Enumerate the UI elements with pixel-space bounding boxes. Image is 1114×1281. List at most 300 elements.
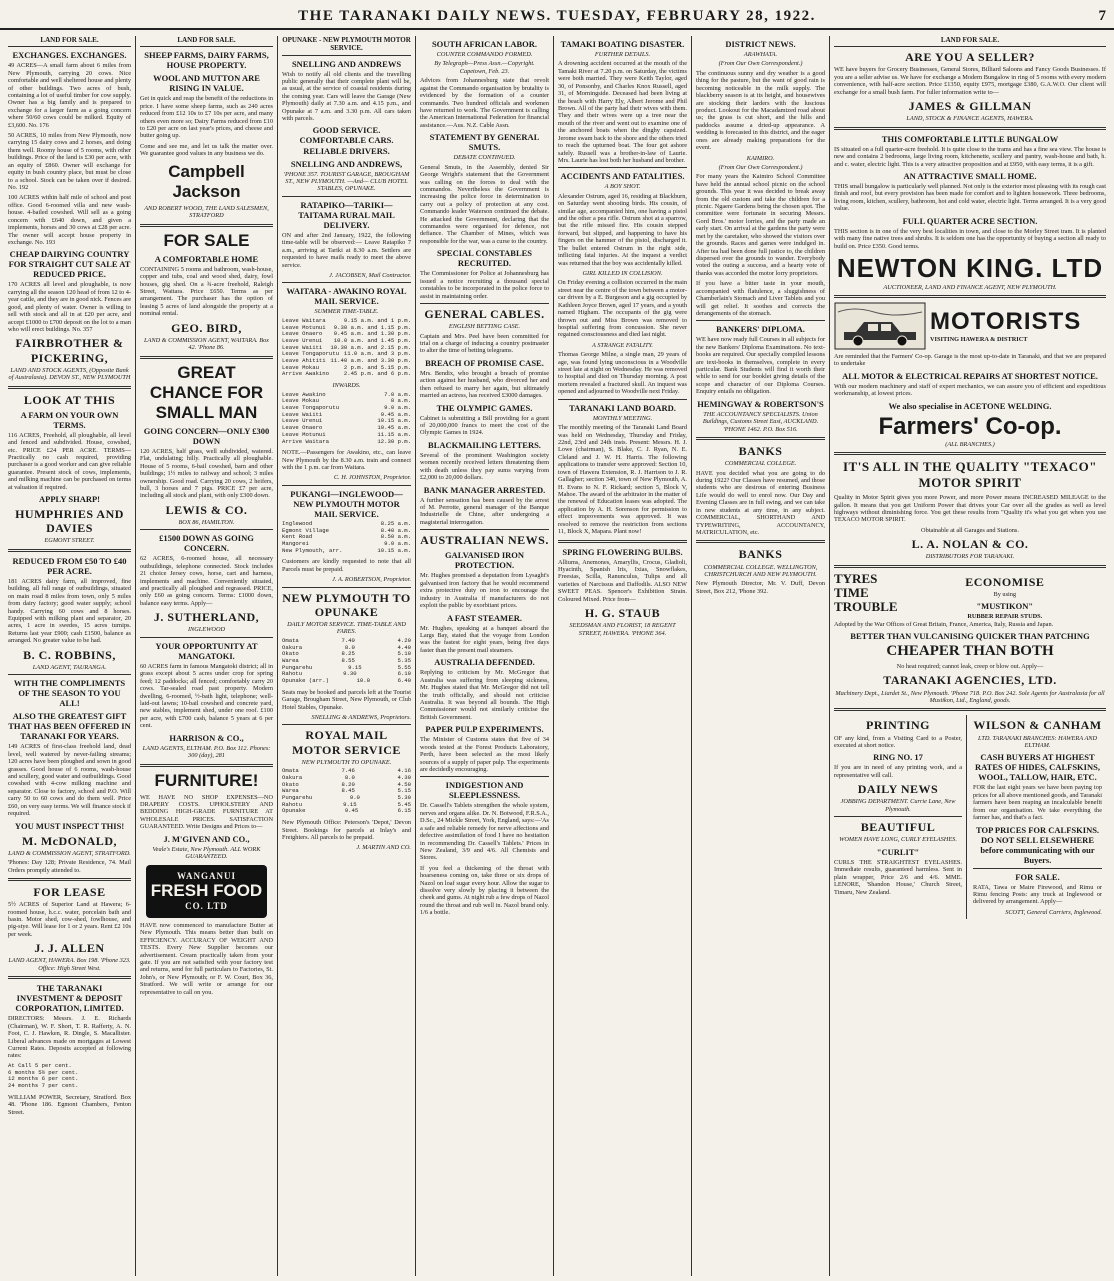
divider (834, 708, 1106, 711)
newspaper-columns (4, 36, 1110, 1276)
listing: WE HAVE NO SHOP EXPENSES—NO DRAPERY COSTS. UPHOLSTERY AND BEDDING HIGH-GRADE FURNITURE AT WHOLESALE PRICES. SATISFACTION GUARANTEED. Write Designs and Prices to— (140, 793, 273, 831)
timetable-pukangi (282, 521, 411, 555)
timetable-stop: Opunake (282, 807, 306, 815)
bottom-ads (834, 715, 1106, 919)
advertiser-name: BANKS (738, 547, 783, 562)
column-4 (416, 36, 554, 1276)
article-subheading: BREACH OF PROMISE CASE. (425, 357, 544, 368)
listing: Seats may be booked and parcels left at the Tourist Garage, Brougham Street, New Plymouth, or Club Hotel Stables, Opunake. (282, 688, 411, 711)
section-subheading: INWARDS. (332, 382, 361, 390)
beautiful-heading: BEAUTIFUL (860, 820, 936, 835)
divider (8, 674, 131, 675)
timetable-time: 4.50 (397, 780, 411, 788)
listing: OF any kind, from a Visiting Card to a Poster, executed at short notice. (834, 734, 962, 749)
listing: 149 ACRES of first-class freehold land, dead level, well watered by never-failing streams; 120 acres have been ploughed and sown in good grasses. Good house of 6 rooms, wash-house and scullery, good water and outbuildings. Good cowshed with 4-cow milking machine and separator. Close to factory, school and P.O. Will carry 50 to 60 cows and do them well. Price £60, on very easy terms. We will finance stock if required. (8, 743, 132, 818)
timetable-time: 5.30 (397, 794, 411, 802)
section-heading: FOR LEASE (33, 885, 106, 900)
timetable-time: 8.50 a.m. (380, 533, 411, 541)
masthead (0, 0, 1114, 30)
section-heading: SPRING FLOWERING BULBS. (562, 546, 683, 557)
listing: Quality in Motor Spirit gives you more Power, and more Power means INCREASED MILEAGE to the gallon. It means that you get Uniform Power that drives your Car over all the grades as well as level highways without diminishing force. You get these results from "Quality it's what you get when you use TEXACO MOTOR SPIRIT. (834, 494, 1106, 524)
section-heading: WAITARA - AWAKINO ROYAL MAIL SERVICE. (286, 286, 407, 307)
article-body: The continuous sunny and dry weather is a good thing for the pasture, but the want of good rain is becoming noticeable in the milk supply. The blackberry season is at its height, and housewives are stocking their larders with the luscious product. Lookout for the Macadamized road about us; the grass is cut short, and the hills and paddocks assume a dried-up appearance. A wedding is forecasted in this district, and the eager ones are already making preparations for the event. (696, 69, 825, 152)
listing: WE have now ready full Courses in all subjects for the new Bankers' Diploma Examinations. No text-books are required. Our specially compiled lessons are text-books in themselves, complete in every particular. Bank Students will find it worth their while to send for our booklet giving details of the scope and character of our Diploma Courses. Enquiry entails no obligation. (696, 336, 825, 396)
timetable-time: 9.15 (348, 663, 362, 671)
advertiser-address: AND ROBERT WOOD, THE LAND SALESMEN, STRATFORD (144, 204, 269, 220)
timetable-stop: Rahotu (282, 670, 303, 678)
tyres-time-trouble (834, 572, 898, 615)
tyres-word: TYRES (834, 570, 878, 586)
advertiser-name: M. McDONALD, (22, 833, 117, 848)
divider (8, 878, 131, 881)
timetable-time: 9.15 a.m. and 1 p.m. (343, 316, 411, 324)
column-7 (830, 36, 1110, 1276)
advertiser-address: LTD. TARANAKI BRANCHES: HAWERA AND ELTHAM. (977, 734, 1098, 749)
advertiser-address: 'PHONE 357. TOURIST GARAGE, BROUGHAM ST., NEW PLYMOUTH. —And— CLUB HOTEL STABLES, OPUNAKE. (283, 170, 410, 193)
column-heading: LAND FOR SALE. (834, 36, 1106, 47)
section-heading: THE TARANAKI INVESTMENT & DEPOSIT CORPORATION, LIMITED. (15, 983, 124, 1014)
listing: RATA, Tawa or Maire Firewood, and Rimu or Rimu fencing Posts: any truck at Inglewood or delivered by arrangement. Apply— (973, 883, 1102, 906)
section-subheading: RING NO. 17 (873, 752, 923, 763)
timetable-time: 9.15 (343, 800, 357, 808)
timetable-time: 9.0 (349, 794, 360, 802)
section-subheading: WOOL AND MUTTON ARE RISING IN VALUE. (153, 73, 260, 94)
section-subheading: CASH BUYERS AT HIGHEST RATES OF HIDES, CALFSKINS, WOOL, TALLOW, HAIR, ETC. (975, 752, 1100, 783)
timetable-time: 6.40 (397, 677, 411, 685)
signature: J. JACOBSEN, Mail Contractor. (329, 271, 411, 279)
article-headline: ACCIDENTS AND FATALITIES. (560, 171, 685, 182)
advertiser-address: LAND AGENTS, ELTHAM. P.O. Box 112. Phones: 300 (day), 281 (142, 744, 271, 760)
timetable-time: 4.30 (397, 773, 411, 781)
advertiser-name: HEMINGWAY & ROBERTSON'S (697, 398, 824, 409)
timetable-time: 9.45 a.m. and 1.30 p.m. (333, 330, 411, 338)
byline: (From Our Own Correspondent.) (718, 60, 803, 68)
divider (558, 167, 687, 168)
timetable-stop: Leave Onaero (282, 330, 323, 338)
advertiser-address: COMMERCIAL COLLEGE. WELLINGTON, CHRISTCHURCH AND NEW PLYMOUTH. (703, 563, 818, 578)
section-subheading: SUMMER TIME-TABLE. (314, 308, 379, 316)
divider (420, 303, 549, 304)
mustikon-product: RUBBER REPAIR STUDS. (967, 613, 1043, 621)
listing: 170 ACRES all level and ploughable, is now carrying all the season 120 head of from 12 to 4-year cattle, and they are in good nick. Fences are good, and plenty of water. Owner is willing to sell with stock and all in at £20 per acre, and accept £1000 to £700 deposit on the lot to a man who will erect buildings. No. 357 (8, 281, 131, 333)
section-subheading: BETTER THAN VULCANISING QUICKER THAN PATCHING (850, 631, 1090, 642)
timetable-stop: Inglewood (282, 519, 313, 527)
article-headline: INDIGESTION AND SLEEPLESSNESS. (445, 780, 524, 801)
timetable-time: 8.20 (341, 780, 355, 788)
advertiser-name: SNELLING AND ANDREWS, (290, 158, 403, 169)
divider (140, 764, 273, 767)
section-heading: YOUR OPPORTUNITY AT MANGATOKI. (155, 640, 258, 661)
divider (140, 356, 273, 359)
article-subheading: ARAWHATA. (743, 51, 778, 59)
timetable-stop: Arrive Awakino (282, 370, 329, 378)
column-1 (4, 36, 136, 1276)
listing: 50 ACRES, 10 miles from New Plymouth, now carrying 15 dairy cows and 2 horses, and doing them well. Roomy house of 5 rooms, with other buildings. Price of the land is £30 per acre, with an equity of £860. Owner will exchange for equity in bush country place, but must be close to a school. Stock can be taken over if desired. No. 192 (8, 132, 131, 192)
divider (8, 386, 131, 389)
motorists-ad (834, 302, 1106, 350)
listing: HAVE you decided what you are going to do during 1922? Our Classes have resumed, and those students who are desirous of entering Business Life would do well to enrol now. Our Day and Evening Classes are in full swing, and we can take in new students at any time, in any subject. COMMERCIAL, SHORTHAND AND TYPEWRITING, ACCOUNTANCY, MATRICULATION, etc. (696, 469, 825, 536)
logo-text: FRESH FOOD (150, 881, 263, 901)
listing: 62 ACRES, 6-roomed house, all necessary outbuildings, telephone connected. Stock includes 21 choice Jersey cows, horse, cart and harness, implements and machine. Conveniently situated, and practically all ploughed and regrassed. PRICE, only £60 as going concern. Terms: £1000 down, balance easy terms. Apply— (140, 555, 273, 607)
timetable-outwards (282, 318, 411, 378)
divider (8, 549, 131, 552)
advertiser-address: Machinery Dept., Liardet St., New Plymouth. 'Phone 718. P.O. Box 242. Sole Agents for Australasia for all Mustikon, Ltd., England, goods. (835, 689, 1105, 704)
timetable-time: 7.0 a.m. (384, 390, 411, 398)
timetable-stop: Leave Tongaporutu (282, 350, 340, 358)
advertiser-address: SEEDSMAN AND FLORIST, 18 REGENT STREET, HAWERA. 'PHONE 364. (569, 622, 676, 637)
article-subheading: KAIMIRO. (746, 154, 775, 162)
listing: Adopted by the War Offices of Great Britain, France, America, Italy, Russia and Japan. (834, 620, 1054, 628)
timetable-time: 5.35 (397, 656, 411, 664)
cheaper-heading: CHEAPER THAN BOTH (886, 643, 1054, 660)
article-body: Several of the prominent Washington society women recently received letters threatening them with death unless they pay sums varying from £2,000 to 20,000 dollars. (420, 451, 549, 482)
article-body: The Minister of Customs states that five of 34 woods tested at the Forest Products Laboratory, Perth, have been selected as the most likely sources of a supply of paper pulp. The experiments are decidedly encouraging. (420, 736, 549, 773)
article-subheading: A BOY SHOT. (604, 183, 641, 191)
timetable-time: 7.40 (341, 636, 355, 644)
listing: WE have buyers for Grocery Businesses, General Stores, Billiard Saloons and Fancy Goods Businesses. If you are a seller advise us. We have for exchange a Modern Bungalow in ring of 5 rooms with every modern convenience, with half-acre section. Price £1350, equity £975, mortgage £380, G.A.W.O. Our client will exchange for a small bush farm. For fuller information write to— (834, 66, 1106, 96)
advertiser-address: (ALL BRANCHES.) (945, 441, 995, 449)
section-subheading: DAILY MOTOR SERVICE. TIME-TABLE AND FARES. (287, 621, 406, 636)
article-body: On Friday evening a collision occurred in the main street near the centre of the town between a motor-car driven by a E. Burgeson and a gig occupied by Kathleen Joyce Brown, aged 17 years, and a youth named Higham. The occupants of the gig were thrown out and Miss Brown was removed to hospital suffering from concussion. She never regained consciousness and died last night. (558, 279, 687, 339)
article-subheading: A FAST STEAMER. (446, 612, 523, 623)
timetable-time: 10.45 a.m. (377, 424, 411, 432)
by-using: By using (993, 590, 1017, 598)
timetable-time: 5.45 (397, 800, 411, 808)
newton-king-logo: NEWTON KING. LTD (836, 252, 1104, 283)
divider (558, 399, 687, 400)
newspaper-title: THE TARANAKI DAILY NEWS. TUESDAY, FEBRUARY 28, 1922. (298, 8, 816, 24)
timetable-row (282, 371, 411, 378)
timetable-stop: Oakura (282, 773, 303, 781)
timetable-time: 11.15 a.m. (377, 430, 411, 438)
listing: Come and see me, and let us talk the matter over. We guarantee good values in any business we do. (140, 142, 273, 158)
advertiser-address: DISTRIBUTORS FOR TARANAKI. (925, 553, 1015, 561)
column-heading: LAND FOR SALE. (140, 36, 273, 47)
timetable-time: 4.20 (397, 636, 411, 644)
article-subheading: SPECIAL CONSTABLES RECRUITED. (436, 248, 533, 269)
section-subheading: ALSO THE GREATEST GIFT THAT HAS BEEN OFFERED IN TARANAKI FOR YEARS. (8, 711, 131, 742)
timetable-stop: Okato (282, 650, 299, 658)
listing: Alliums, Anemones, Amaryllis, Crocus, Gladioli, Hyacinth, Spanish Iris, Ixias, Snowflakes, Freesias, Scilla, Ranunculus, Tulips and all varieties of Narcissus and Daffodils. ALSO NEW SWEET PEAS. Spencer's Exhibition Strain. Coloured Mixed. Price from— (558, 558, 687, 603)
timetable-row (282, 678, 411, 685)
fresh-food-logo (146, 865, 267, 918)
section-subheading: GOOD SERVICE. COMFORTABLE CARS. RELIABLE DRIVERS. (299, 125, 394, 156)
article-subheading: A STRANGE FATALITY. (592, 341, 653, 349)
rate-row: 24 months 7 per cent. (8, 1081, 79, 1089)
timetable-stop: Leave Ahititi (282, 357, 326, 365)
divider (696, 437, 825, 440)
timetable-stop: Leave Waiiti (282, 410, 323, 418)
timetable-time: 2.45 p.m. and 6 p.m. (343, 370, 411, 378)
timetable-stop: Leave Onaero (282, 424, 323, 432)
listing: THIS section is in one of the very best localities in town, and close to the Morley Street tram. It is planted with many fine native trees and shrubs. It is seldom one has the opportunity of buying a section all ready to build on. Price £350. Good terms. (834, 227, 1106, 250)
section-subheading: ALL MOTOR & ELECTRICAL REPAIRS AT SHORTEST NOTICE. (842, 370, 1098, 381)
article-body: Mrs. Bendix, who brought a breach of promise action against her husband, who divorced her and then refused to marry her again, but ultimately married an actress, has received £3000 damages. (420, 369, 549, 400)
timetable-row (282, 439, 411, 446)
advertiser-name: TARANAKI AGENCIES, LTD. (883, 673, 1057, 688)
advertiser-address: AUCTIONEER, LAND AND FINANCE AGENT, NEW PLYMOUTH. (883, 283, 1057, 291)
divider (8, 976, 131, 979)
page-number: 7 (1098, 8, 1106, 24)
timetable-stop: Oakura (282, 643, 303, 651)
listing: NOTE.—Passengers for Awakino, etc., can leave New Plymouth by the 8.30 a.m. train and connect with the 1 p.m. car from Waitara. (282, 449, 411, 472)
section-heading: FOR SALE (163, 230, 250, 250)
advertiser-address: Veale's Estate, New Plymouth. ALL WORK GUARANTEED. (152, 845, 261, 861)
article-headline: DISTRICT NEWS. (725, 39, 796, 49)
timetable-time: 11.0 a.m. and 3 p.m. (343, 350, 411, 358)
section-heading: THIS COMFORTABLE LITTLE BUNGALOW (881, 133, 1059, 144)
timetable-stop: Leave Urenui (282, 336, 323, 344)
timetable-stop: Okato (282, 780, 299, 788)
advertiser-name: FAIRBROTHER & PICKERING, (15, 336, 124, 365)
article-subheading: MONTHLY MEETING. (592, 414, 653, 422)
article-body: If you have a bitter taste in your mouth, accompanied with flatulence, a sluggishness of Chamberlain's Stomach and Liver Tablets and you will get relief. It soothes and corrects the derangements of the stomach. (696, 280, 825, 317)
timetable-time: 2 p.m. and 5.15 p.m. (343, 363, 411, 371)
article-body: Mr. Hughes promised a deputation from Lysaght's galvanised iron factory that he would recommend extra protective duty on iron to encourage the industry in Australia if manufacturers do not exploit the public by exorbitant prices. (420, 572, 549, 610)
article-body: If you feel a thickening of the throat with hoarseness coming on, take three or six drops of Nazol on loaf sugar every hour. Allow the sugar to dissolve very slowly by placing it between the cheek and gums. At night rub a few drops of Nazol round the throat and rub well in. Nazol brand only. 1/6 a bottle. (420, 864, 549, 917)
section-subheading: YOU MUST INSPECT THIS! (14, 820, 125, 831)
timetable-stop: Pungarehu (282, 794, 313, 802)
timetable-np-opunake (282, 638, 411, 685)
section-heading: LOOK AT THIS (23, 392, 116, 407)
motorists-heading: MOTORISTS (930, 308, 1082, 336)
timetable-time: 10.0 a.m. and 1.45 p.m. (333, 336, 411, 344)
divider (282, 587, 411, 588)
timetable-time: 12.30 p.m. (377, 437, 411, 445)
article-body: Dr. Cassell's Tablets strengthen the whole system, nerves and organs alike. Dr. N. Botwood, F.R.S.A., D.Sc., 24 Mickle Street, York, England, says:—'As a safe and reliable remedy for nerve affections and defective assimilation of food I have no hesitation in recommending Dr. Cassell's Tablets.' Prices in New Zealand, 3/9 and 4/6. All Chemists and Stores. (420, 802, 549, 862)
listing: Wish to notify all old clients and the travelling public generally that their complete plant will be, as usual, at the service of coastal residents during the coming year. Cars will leave the Garage (New Plymouth) daily at 7.30 a.m. and 4.15 p.m., and Opunake at 7 a.m. and 3.30 p.m. All cars taken with parcels. (282, 70, 411, 123)
divider (282, 724, 411, 725)
mustikon-name: "MUSTIKON" (976, 601, 1034, 612)
advertiser-address: COMMERCIAL COLLEGE. (724, 460, 797, 468)
timetable-time: 6.10 (397, 670, 411, 678)
listing: Are reminded that the Farmers' Co-op. Garage is the most up-to-date in Taranaki, and that we are prepared to undertake (834, 353, 1106, 368)
listing: WILLIAM POWER, Secretary, Stratford. Box 48. 'Phone 186. Egmont Chambers, Fenton Street. (8, 1093, 131, 1116)
advertiser-address: LAND AGENT, TAURANGA. (32, 663, 107, 671)
timetable-time: 5.15 (397, 787, 411, 795)
divider (282, 282, 411, 283)
printing-heading: PRINTING (865, 718, 930, 733)
column-2 (136, 36, 278, 1276)
timetable-time: 9.0 a.m. (384, 540, 411, 548)
timetable-time: 8.45 (341, 787, 355, 795)
advertiser-address: LAND AGENT, HAWERA. Box 198. 'Phone 323. Office: High Street West. (8, 957, 131, 972)
timetable-time: 10.15 a.m. (377, 417, 411, 425)
timetable-stop: Leave Motunui (282, 323, 326, 331)
timetable-time: 10.15 a.m. (377, 546, 411, 554)
section-heading: ROYAL MAIL MOTOR SERVICE (292, 728, 401, 757)
divider (834, 127, 1106, 130)
divider (140, 529, 273, 530)
divider (834, 816, 962, 817)
advertiser-address: BOX 86, HAMILTON. (178, 518, 235, 526)
timetable-time: 8.0 (344, 773, 355, 781)
section-heading: £1500 DOWN AS GOING CONCERN. (159, 533, 254, 554)
advertiser-address: INGLEWOOD (187, 626, 226, 634)
listing: CONTAINING 5 rooms and bathroom, wash-house, copper and tubs, coal and wood shed, dairy, fowl houses, gig shed. On a ¾-acre freehold, Raleigh Street, Waitara. Price £650. Terms as per arrangement. The purchaser has the option of leasing 5 acres of land alongside the property at a nominal rental. (140, 265, 273, 318)
divider (973, 868, 1102, 869)
article-body: For many years the Kaimiro School Committee have held the annual school picnic on the school grounds. This year it was decided to break away from the old custom and take the children for a picnic. Ngaere Gardens being the chosen spot. The committee were fortunate in securing Messrs. Gord Bros.' motor lorries, and the party made an early start. On arrival at the gardens the party were met by the caretaker, who showed the visitors over the grounds. Races and games were indulged in. After tea had been done full justice to, the children dispersed over the grounds to wander. Everybody voted the outing a success, and a hearty vote of thanks was accorded the motor lorry proprietors. (696, 173, 825, 277)
section-heading: CHEAP DAIRYING COUNTRY FOR STRAIGHT CUT SALE AT REDUCED PRICE. (8, 249, 131, 280)
timetable-stop: Leave Motunui (282, 430, 326, 438)
section-heading: RATAPIKO—TARIKI—TAITAMA RURAL MAIL DELIVERY. (298, 199, 395, 230)
timetable-time: 10.0 (356, 677, 370, 685)
timetable-stop: New Plymouth, arr. (282, 546, 343, 554)
article-subheading: THE OLYMPIC GAMES. (436, 402, 533, 413)
section-heading: PUKANGI—INGLEWOOD—NEW PLYMOUTH MOTOR MAIL SERVICE. (290, 488, 403, 519)
section-subheading: NEW PLYMOUTH TO OPUNAKE. (301, 758, 392, 766)
listing: New Plymouth Office: Peterson's 'Depot,' Devon Street. Bookings for parcels at Inlay's and Freighters. All parcels to be prepaid. (282, 819, 411, 841)
timetable-time: 8.55 (341, 656, 355, 664)
timetable-inwards (282, 392, 411, 446)
timetable-time: 11.40 a.m. and 3.30 p.m. (330, 357, 411, 365)
farmers-coop-logo: Farmers' Co-op. (878, 412, 1062, 440)
listing: FOR the last eight years we have been paying top prices for all above mentioned goods, and Taranaki farmers have been reaping an incalculable benefit from our organisation. We take everything the farmer has, and that's a fact. (973, 784, 1102, 822)
article-subheading: DEBATE CONTINUED. (453, 154, 516, 162)
divider (834, 295, 1106, 298)
article-body: Advices from Johannesburg state that revolt against the Commando organisation by brutality is evidenced by the formation of a counter commando. Two hundred officials and workmen have returned to work. The Government is calling the American International Federation for financial assistance.—Aus. N.Z. Cable Assn. (420, 77, 549, 129)
article-body: Cabinet is submitting a Bill providing for a grant of 20,000,000 francs to meet the cost of the Olympic Games in 1924. (420, 414, 549, 437)
timetable-time: 5.10 (397, 650, 411, 658)
article-body: A drowning accident occurred at the mouth of the Tamaki River at 7.20 p.m. on Saturday, the victims were both married. They were Keith Taylor, aged 30, of Ponsonby, and Charles Knox Russell, aged 31, of Morningside. Deceased had been living at the beach with Harry Ely, Albert Jerome and Phil Brown. All of the party had their wives with them. They and their wives were up a tree near the mouth of the river and went out to examine one of the anchored boats when the dinghy capsized. Jerome swam back to the shore and the others tried to reach the upturned boat. The four got ashore safely. Russell was a brother-in-law of Laurie. Mrs. Laurie has lost both her husband and brother. (558, 60, 687, 164)
listing: 49 ACRES—A small farm about 6 miles from New Plymouth, carrying 20 cows. Nice comfortable and well sheltered house and plenty of other buildings. Two acres of bush, containing a lot of useful timber for cow supply. Owner has a big family and is prepared to exchange for a larger farm as a going concern where 50/60 cows could be milked. Equity of £3,600. No. 176 (8, 62, 131, 129)
listing: 116 ACRES, Freehold, all ploughable, all level and fenced and subdivided. House, cowshed, etc. PRICE £24 PER ACRE. TERMS—Practically no cash required, providing purchaser is a good worker and can give reliable guarantee. Present stock of cows, implements, and milking machine can be purchased on terms at valuation if required. (8, 431, 131, 491)
article-body: The monthly meeting of the Taranaki Land Board was held on Wednesday, Thursday and Friday, 22nd, 23rd and 24th insts. Present: Messrs. H. J. Lowe (chairman), S. Blake, C. J. Ryan, N. E. Cleland and J. W. H. Harris. The following applications to transfer were approved: Section 10, town of Hawera Extension, R. J. Harrison to J. R. Gallagher; section 340, town of New Plymouth, A. H. Evans to N. F. Rickard; section 5, Block V, Mahoe. The award of the arbitrator in the matter of the renewal of Education leases was adopted. The application by A. H. Sorenson for permission to effect improvements was approved. It was resolved to remove the restriction from sections 11, Block X, Mapara. Plant now! (558, 424, 687, 536)
section-heading: SNELLING AND ANDREWS (291, 58, 402, 69)
advertiser-name: JAMES & GILLMAN (908, 99, 1032, 114)
listing: 181 ACRES dairy farm, all improved, fine building, all full range of outbuildings, situated on main road 8 miles from town, only 5 miles from dairy factory; good water supply; school handy. Carrying 60 cows and 8 horses. Equipped with milking plant and separator, 20 acres, 1 acre in swedes, 15 acres turnips. Returns last year £900; cash £1500, balance as arranged. No greater value to be had. (8, 577, 131, 645)
timetable-stop: Opunake (arr.) (282, 677, 329, 685)
timetable-time: 9.45 (344, 807, 359, 815)
advertiser-name: LEWIS & CO. (165, 502, 248, 517)
timetable-stop: Arrive Waitara (282, 437, 329, 445)
article-subheading: PAPER PULP EXPERIMENTS. (425, 724, 544, 735)
timetable-stop: Leave Tongaporutu (282, 403, 340, 411)
advertiser-address: JOBBING DEPARTMENT. Currie Lane, New Plymouth. (840, 798, 956, 813)
timetable-stop: Leave Urenui (282, 417, 323, 425)
timetable-stop: Leave Mokau (282, 397, 319, 405)
section-heading: AN ATTRACTIVE SMALL HOME. (903, 170, 1037, 181)
timetable-stop: Leave Awakino (282, 390, 326, 398)
section-subheading: WOMEN HAVE LONG, CURLY EYELASHES. (839, 836, 957, 844)
motor-car-illustration (834, 302, 926, 350)
logo-text: CO. LTD (185, 901, 228, 912)
timetable-time: 9.0 a.m. (384, 403, 411, 411)
article-headline: TARANAKI LAND BOARD. (569, 402, 676, 413)
timetable-stop: Omata (282, 636, 299, 644)
article-body: A further sensation has been caused by the arrest of M. Perrotte, general manager of the Banque Industrielle de Chine, after undergoing a magisterial interrogation. (420, 496, 549, 526)
dateline: By Telegraph—Press Assn.—Copyright. Capetown, Feb. 23. (434, 60, 535, 75)
mustikon-ad (834, 572, 1106, 621)
section-heading: BANKERS' DIPLOMA. (716, 324, 805, 335)
timetable-time: 7.46 (341, 767, 355, 775)
article-subheading: ENGLISH BETTING CASE. (448, 323, 521, 331)
advertiser-name: BANKS (738, 444, 783, 459)
trouble-word: TROUBLE (834, 599, 898, 615)
timetable-time: 4.16 (397, 767, 411, 775)
advertiser-name: J. J. ALLEN (34, 941, 105, 956)
timetable-time: 8.40 a.m. (380, 526, 411, 534)
section-heading: NEW PLYMOUTH TO OPUNAKE (282, 590, 411, 619)
section-subheading: APPLY SHARP! (39, 494, 100, 505)
section-subheading: TOP PRICES FOR CALFSKINS. DO NOT SELL ELSEWHERE before communicating with our Buyers. (975, 824, 1100, 865)
section-heading: WITH THE COMPLIMENTS OF THE SEASON TO YOU ALL! (13, 678, 126, 709)
divider (420, 776, 549, 777)
article-body: General Smuts, in the Assembly, denied Sir George Wright's statement that the Government was calling on the forces to deal with the commandos. Nevertheless the Government is increasing the police force in determination to carry out a policy of protection at any cost. Commando leader Waterson continued the debate. He attacked the Government, declaring that the commandos were organised for defence, not defiance. The Chamber of Mines, which was responsible for the war, was a curse to the country. (420, 163, 549, 245)
timetable-stop: Warea (282, 656, 299, 664)
article-body: Alexander Ostrum, aged 16, residing at Blackburn, on Saturday went shooting birds. His cousin, of similar age, accompanied him, one having a pistol and the other a pea rifle. Ostrum shot at a sparrow, but the rifle missed fire. His cousin stepped forward, but slipped, and happening to have his fingers on the hammer of the pistol, discharged it. The bullet entered Ostrum in the right side, inflicting fatal injuries. At the inquest a verdict was returned that the boy was accidentally killed. (558, 192, 687, 267)
wilson-canham-ad (973, 715, 1106, 919)
divider (282, 196, 411, 197)
advertiser-name: HUMPHRIES AND DAVIES (15, 507, 124, 536)
listing: 100 ACRES within half mile of school and post office. Good 6-roomed villa and new wash-house. 4-bailed cowshed. Will sell as a going concern with £640 down, and given a implements, horses and 30 cows at £28 per acre. The owner will accept house property in exchange. No. 193 (8, 194, 131, 246)
printing-ad (834, 715, 967, 919)
signature: C. H. JOHNSTON, Proprietor. (333, 474, 411, 482)
timetable-stop: Omata (282, 767, 299, 775)
listing: Obtainable at all Garages and Stations. (921, 526, 1019, 534)
economise-heading: ECONOMISE (965, 574, 1045, 589)
logo-text: WANGANUI (176, 870, 236, 881)
timetable-time: 5.55 (397, 663, 411, 671)
timetable-time: 9.45 a.m. (380, 410, 411, 418)
divider (420, 529, 549, 530)
rate-row: 6 months 5½ per cent. (8, 1068, 79, 1076)
article-headline: SOUTH AFRICAN LABOR. (431, 39, 538, 49)
article-subheading: GALVANISED IRON PROTECTION. (444, 550, 525, 571)
advertiser-address: EGMONT STREET. (44, 537, 95, 545)
article-body: Replying to criticism by Mr. McGregor that Australia was suffering from sleeping sickness, Mr. Hughes stated that Mr. McGregor did not tell the truth officially, and should not criticise Australia. It was beyond all bounds. The High Commissioner would not similarly criticise the British Government. (420, 669, 549, 721)
article-subheading: BLACKMAILING LETTERS. (428, 439, 541, 450)
section-subheading: A FARM ON YOUR OWN TERMS. (20, 409, 119, 430)
signature: J. MARTIN AND CO. (356, 844, 411, 852)
timetable-stop: Leave Waiiti (282, 343, 323, 351)
article-body: Mr. Hughes, speaking at a banquet aboard the Largs Bay, stated that the voyage from London was the fastest for eight years, being five days faster than the present mail steamers. (420, 624, 549, 654)
time-word: TIME (834, 585, 869, 601)
listing: If you are in need of any printing work, and a representative will call. (834, 764, 962, 779)
timetable-stop: Pungarehu (282, 663, 313, 671)
article-body: The Commissioner for Police at Johannesburg has issued a notice recruiting a thousand special constables to be incorporated in the police force to assist in maintaining order. (420, 270, 549, 300)
timetable-stop: Rahotu (282, 800, 303, 808)
rate-row: At Call 5 per cent. (8, 1061, 72, 1069)
listing: 'Phones: Day 128; Private Residence, 74. Mail Orders promptly attended to. (8, 859, 131, 874)
section-subheading: We also specialise in ACETONE WELDING. (888, 400, 1052, 411)
section-heading: EXCHANGES. EXCHANGES. (12, 50, 127, 61)
section-heading: ARE YOU A SELLER? (905, 50, 1035, 65)
divider (558, 540, 687, 543)
section-heading: SHEEP FARMS, DAIRY FARMS, HOUSE PROPERTY. (144, 50, 269, 71)
listing: DIRECTORS: Messrs. J. E. Richards (Chairman), W. F. Short, T. R. Rafferty, A. N. Foot, C. J. Hawken, R. Dingle, S. Macallister. Liberal advances made on mortgages at Lowest Current Rates. Deposits accepted at following rates: (8, 1015, 131, 1060)
divider (696, 540, 825, 543)
signature: SNELLING & ANDREWS, Proprietors. (311, 714, 411, 722)
timetable-time: 4.40 (397, 643, 411, 651)
timetable-stop: Mangorei (282, 540, 309, 548)
timetable-time: 8.25 a.m. (380, 519, 411, 527)
article-headline: AUSTRALIAN NEWS. (420, 533, 549, 548)
article-headline: GENERAL CABLES. (424, 307, 545, 322)
advertiser-name: DAILY NEWS (857, 782, 939, 797)
byline: (From Our Own Correspondent.) (718, 163, 803, 171)
listing: THIS small bungalow is particularly well planned. Not only is the exterior most pleasing with its rough cast finish and roof, but every provision has been made for comfort and to lighten housework. Three bedrooms, living room, kitchen, scullery, bathroom, hot and cold water, electric light. Terms arranged. It is a very good value. (834, 182, 1106, 213)
rate-row: 12 months 6 per cent. (8, 1075, 79, 1083)
article-subheading: BANK MANAGER ARRESTED. (423, 484, 546, 495)
timetable-stop: Warea (282, 787, 299, 795)
divider (834, 452, 1106, 455)
column-heading: LAND FOR SALE. (8, 36, 131, 47)
listing: IS situated on a full quarter-acre freehold. It is quite close to the trams and has a fine sea view. The house is new and contains 2 bedrooms, large living room, kitchenette, scullery and pantry, wash-house and bath, h. and c. water, electric light. This is a very attractive proposition and at £950, with easy terms, it is a gift. (834, 145, 1106, 168)
timetable-time: 9.30 a.m. and 1.15 p.m. (333, 323, 411, 331)
signature: J. A. ROBERTSON, Proprietor. (332, 576, 411, 584)
column-6 (692, 36, 830, 1276)
